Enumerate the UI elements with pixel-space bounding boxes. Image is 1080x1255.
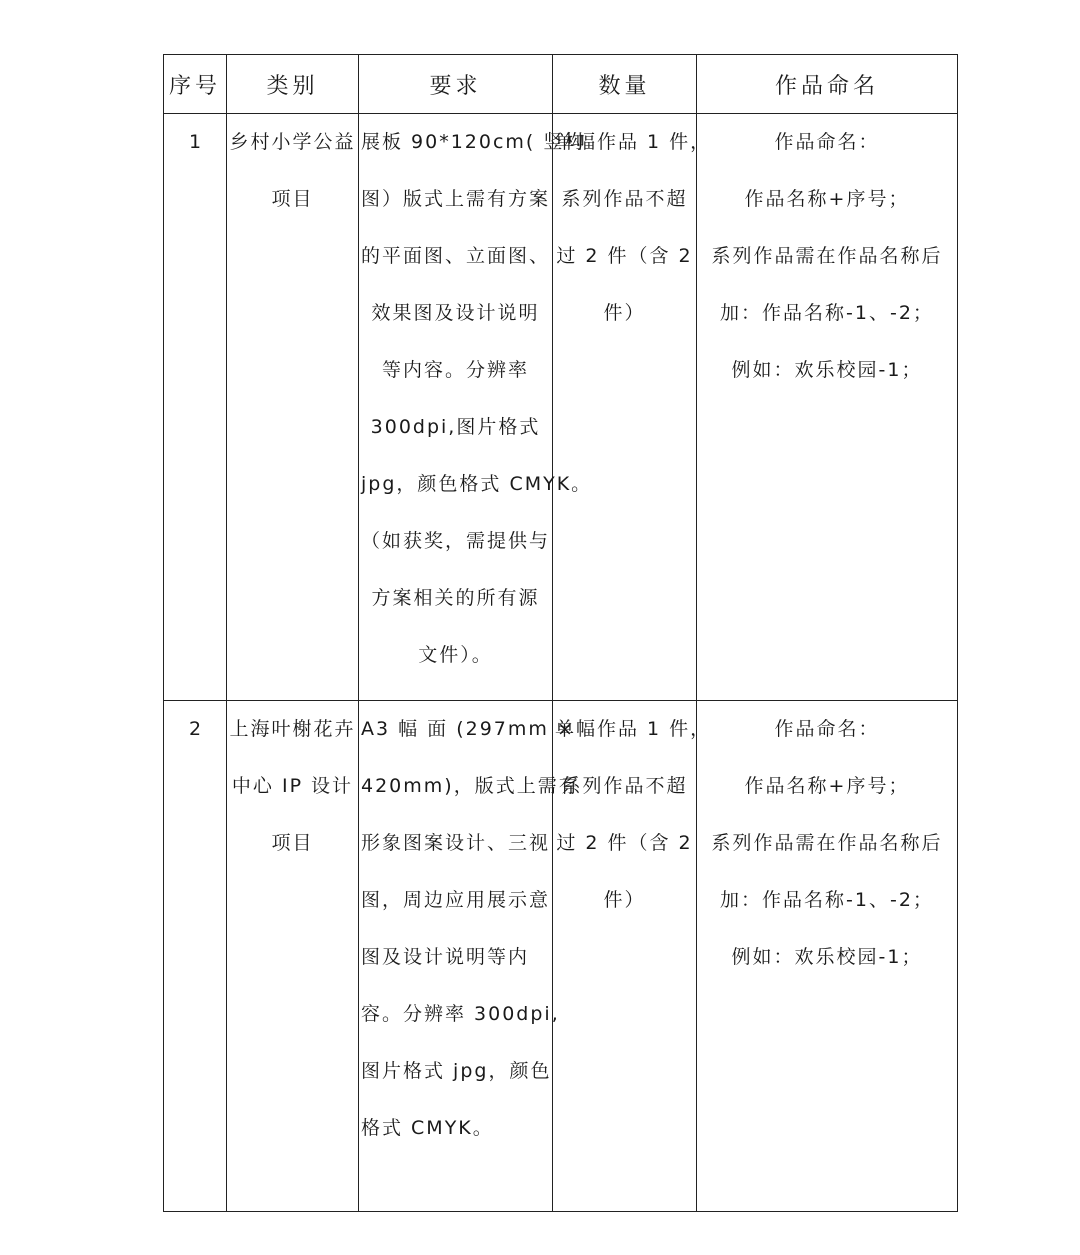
header-naming: 作品命名 [697, 55, 958, 114]
requirement-line: 形象图案设计、三视 [361, 832, 551, 854]
requirement-line: 的平面图、立面图、 [361, 245, 551, 267]
requirement-line: 容。分辨率 300dpi, [361, 1003, 560, 1025]
requirement-line: 图及设计说明等内 [361, 946, 530, 968]
row-seq: 1 [188, 131, 202, 153]
category-line: 项目 [271, 188, 314, 210]
row-category-cell [227, 114, 359, 701]
naming-line: 例如：欢乐校园-1； [731, 359, 923, 381]
header-category: 类别 [227, 55, 359, 114]
naming-line: 加：作品名称-1、-2； [720, 889, 934, 911]
quantity-line: 过 2 件（含 2 [556, 832, 693, 854]
requirement-line: 等内容。分辨率 [381, 359, 529, 381]
quantity-line: 单幅作品 1 件， [555, 718, 712, 740]
header-seq: 序号 [164, 55, 227, 114]
row-naming-cell [697, 114, 958, 701]
row-naming-cell [697, 701, 958, 1212]
quantity-line: 系列作品不超 [561, 188, 688, 210]
requirement-line: 展板 90*120cm( 竖构 [361, 131, 586, 153]
row-category-cell [227, 701, 359, 1212]
naming-line: 作品命名： [774, 131, 880, 153]
requirement-line: 300dpi,图片格式 [370, 416, 541, 438]
requirement-line: 方案相关的所有源 [371, 587, 540, 609]
category-line: 乡村小学公益 [229, 131, 356, 153]
category-line: 项目 [271, 832, 314, 854]
requirement-line: 图，周边应用展示意 [361, 889, 551, 911]
requirement-line: 格式 CMYK。 [361, 1117, 494, 1139]
header-quantity: 数量 [553, 55, 697, 114]
naming-line: 系列作品需在作品名称后 [711, 832, 943, 854]
row-quantity-cell [553, 701, 712, 1212]
row-seq-cell [164, 701, 227, 1212]
requirement-line: （如获奖，需提供与 [360, 530, 550, 552]
row-requirement-cell [359, 701, 580, 1212]
naming-line: 系列作品需在作品名称后 [711, 245, 943, 267]
naming-line: 作品名称+序号； [744, 188, 910, 210]
naming-line: 例如：欢乐校园-1； [731, 946, 923, 968]
requirement-line: 效果图及设计说明 [371, 302, 540, 324]
category-line: 中心 IP 设计 [231, 775, 354, 797]
requirements-table [163, 54, 958, 1212]
naming-line: 加：作品名称-1、-2； [720, 302, 934, 324]
category-line: 上海叶榭花卉 [229, 718, 356, 740]
quantity-line: 单幅作品 1 件， [555, 131, 712, 153]
quantity-line: 件） [603, 889, 646, 911]
requirement-line: jpg，颜色格式 CMYK。 [361, 473, 593, 495]
requirement-line: A3 幅 面 (297mm × [361, 718, 575, 740]
requirement-line: 图片格式 jpg，颜色 [361, 1060, 552, 1082]
naming-line: 作品命名： [774, 718, 880, 740]
table-row [164, 114, 958, 701]
header-requirement: 要求 [359, 55, 553, 114]
naming-line: 作品名称+序号； [744, 775, 910, 797]
row-quantity-cell [553, 114, 712, 701]
requirement-line: 文件）。 [418, 644, 493, 666]
quantity-line: 系列作品不超 [561, 775, 688, 797]
table-header-row [164, 55, 958, 114]
requirement-line: 图）版式上需有方案 [361, 188, 551, 210]
row-seq-cell [164, 114, 227, 701]
row-seq: 2 [188, 718, 202, 740]
table-row [164, 701, 958, 1212]
quantity-line: 过 2 件（含 2 [556, 245, 693, 267]
requirement-line: 420mm)，版式上需有 [361, 775, 580, 797]
row-requirement-cell [359, 114, 593, 701]
quantity-line: 件） [603, 302, 646, 324]
